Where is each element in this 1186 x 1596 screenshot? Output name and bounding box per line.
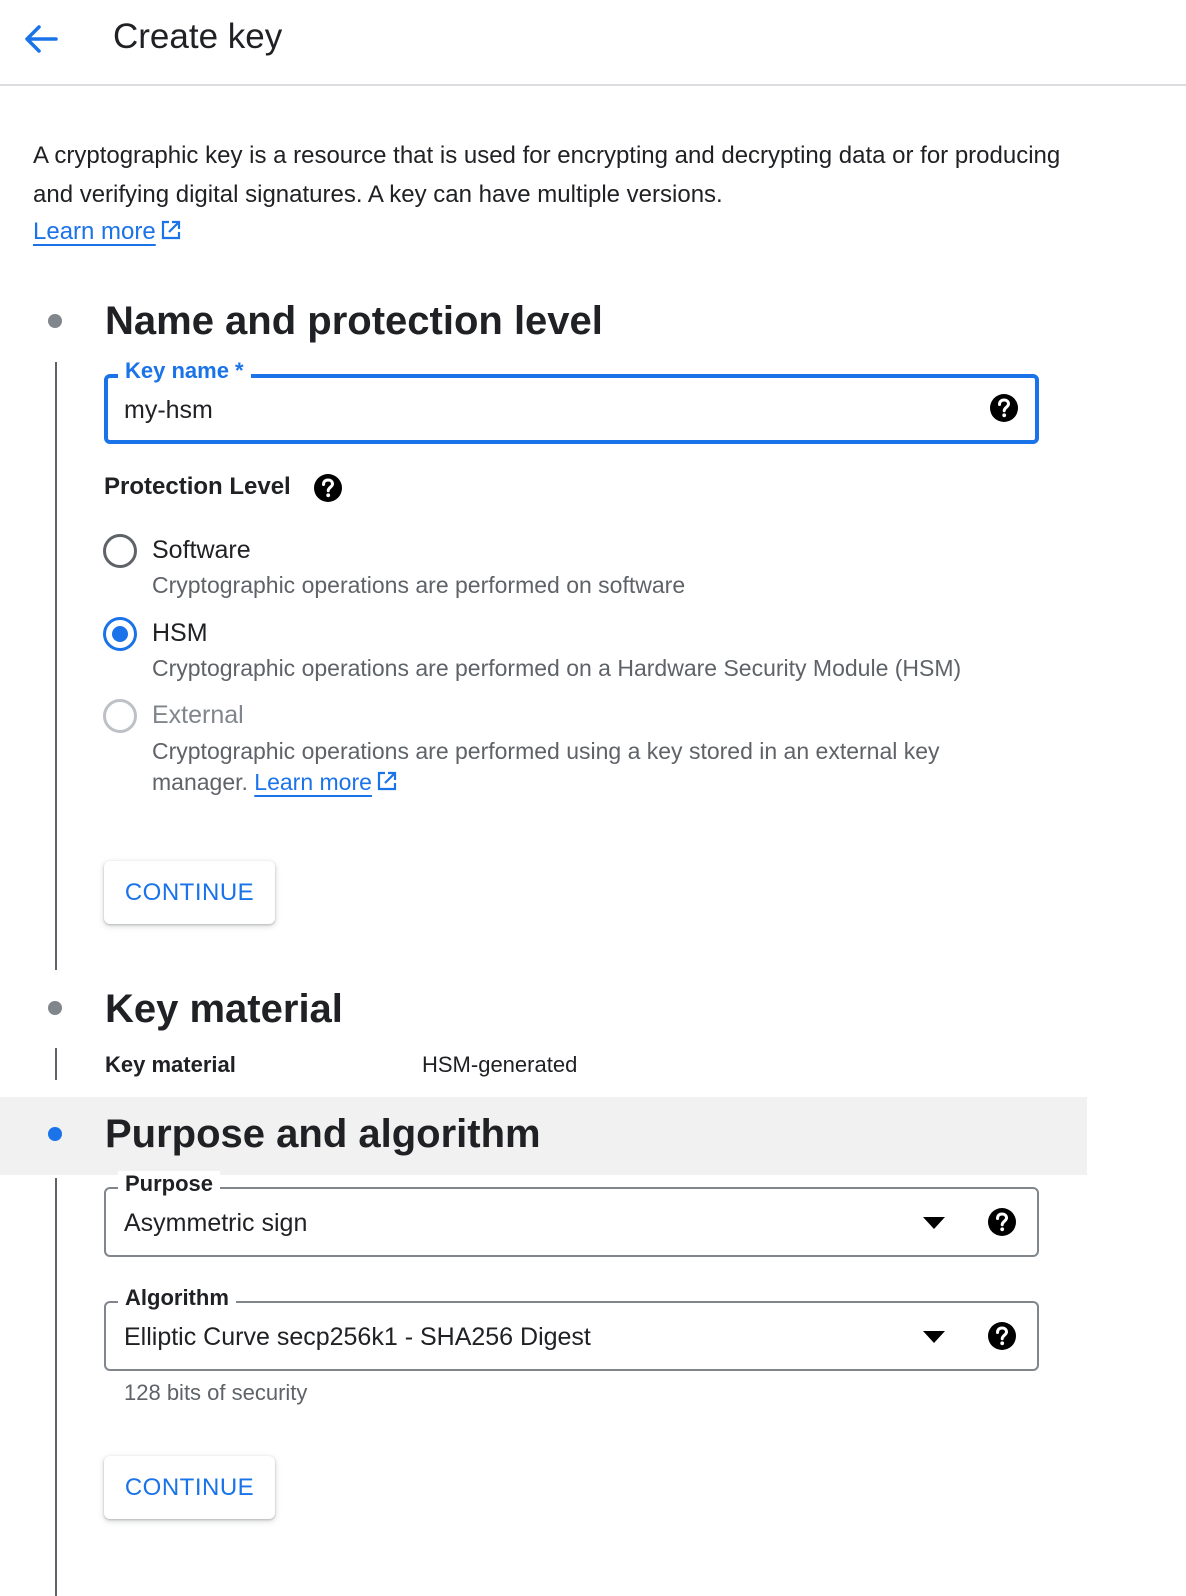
key-material-value: HSM-generated [422,1052,578,1077]
arrow-drop-down-icon[interactable] [923,1331,945,1343]
help-circle-icon[interactable] [987,1321,1017,1351]
algorithm-label: Algorithm [118,1285,236,1311]
key-name-input[interactable]: my-hsm [124,396,213,424]
step-indicator-name-protection [48,314,62,328]
radio-hsm[interactable] [103,617,137,651]
arrow-back-icon [24,25,58,53]
radio-external-description-line2 [152,766,398,798]
step-connector [55,1048,57,1080]
radio-external [103,699,137,733]
help-circle-icon[interactable] [987,1207,1017,1237]
continue-button-step3[interactable]: CONTINUE [104,1456,275,1519]
key-name-field[interactable] [104,358,1039,444]
intro-text: A cryptographic key is a resource that is used for encrypting and decrypting data or for producing and verifying digital signatures. A key can have multiple versions. [33,142,1061,208]
step-connector [55,362,57,970]
page-header [0,0,1186,86]
radio-hsm-description: Cryptographic operations are performed on a Hardware Security Module (HSM) [152,655,962,681]
continue-button-step1[interactable]: CONTINUE [104,861,275,924]
radio-hsm-label[interactable]: HSM [152,619,208,647]
open-in-new-icon [376,770,398,792]
radio-software-label[interactable]: Software [152,536,251,564]
key-name-label: Key name * [118,358,251,384]
step-connector [55,1178,57,1596]
arrow-drop-down-icon[interactable] [923,1217,945,1229]
radio-software-description: Cryptographic operations are performed on software [152,572,686,598]
algorithm-select[interactable] [104,1285,1039,1371]
radio-external-description-tail: manager. [152,769,248,795]
key-material-label: Key material [105,1052,236,1077]
intro-learn-more-label[interactable]: Learn more [33,218,156,245]
algorithm-hint: 128 bits of security [124,1380,308,1405]
protection-level-help-icon[interactable] [313,473,343,503]
radio-external-description: Cryptographic operations are performed using a key stored in an external key [152,738,940,764]
radio-software[interactable] [103,534,137,568]
help-circle-icon[interactable] [989,393,1019,423]
intro-learn-more-link[interactable] [33,214,182,250]
external-learn-more-link[interactable]: Learn more [254,769,372,795]
page-title: Create key [113,17,283,56]
purpose-value[interactable]: Asymmetric sign [124,1209,308,1237]
back-button[interactable] [18,16,64,62]
protection-level-label: Protection Level [104,473,291,500]
step-title-name-protection: Name and protection level [105,299,603,343]
radio-external-label: External [152,701,244,729]
step-title-key-material: Key material [105,987,343,1031]
open-in-new-icon [160,219,182,241]
step-title-purpose-algorithm: Purpose and algorithm [105,1112,541,1156]
step-indicator-key-material [48,1001,62,1015]
purpose-select[interactable] [104,1171,1039,1257]
step-indicator-purpose-algorithm [48,1127,62,1141]
purpose-label: Purpose [118,1171,220,1197]
algorithm-value[interactable]: Elliptic Curve secp256k1 - SHA256 Digest [124,1323,591,1351]
